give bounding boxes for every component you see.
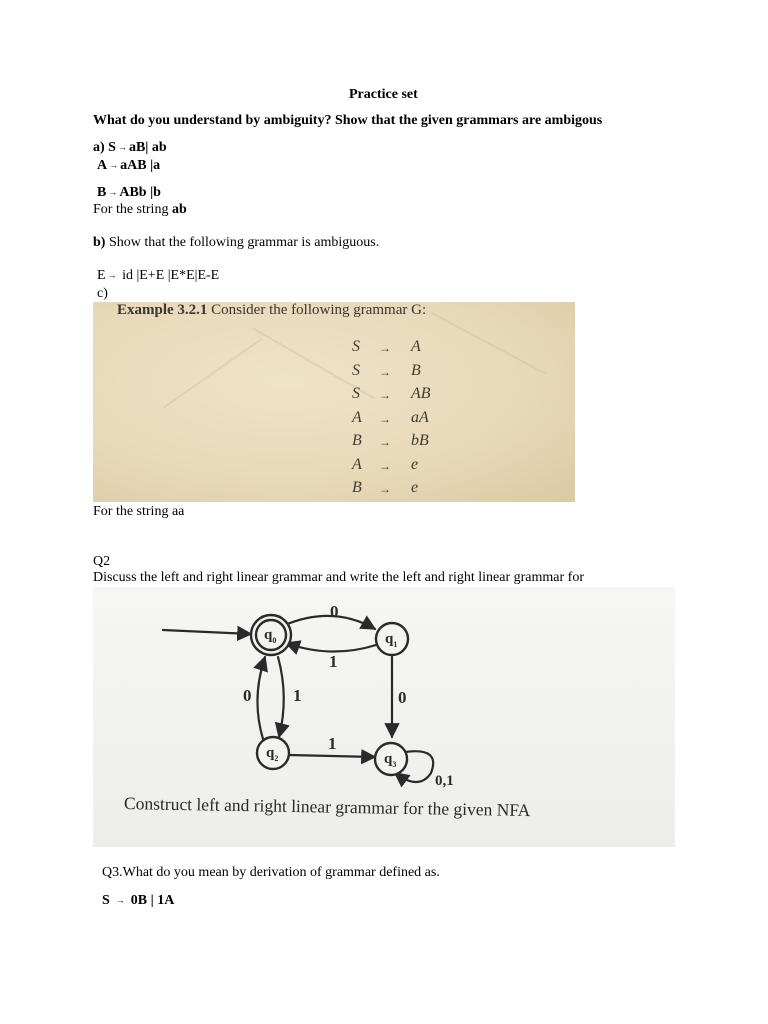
rule-rhs: 0B | 1A — [130, 893, 175, 908]
string-prefix: For the string — [93, 202, 169, 217]
arrow-icon: → — [379, 364, 391, 379]
edge-label: 0 — [398, 688, 407, 707]
edge-label: 0,1 — [435, 773, 454, 789]
part-b-question — [93, 235, 379, 251]
nfa-diagram-image — [93, 587, 675, 847]
question-intro: What do you understand by ambiguity? Show that the given grammars are ambigous — [93, 113, 603, 128]
part-a-rule-3 — [97, 185, 161, 201]
part-a-label: a) — [93, 140, 105, 155]
part-b-label: b) — [93, 235, 106, 250]
page-title: Practice set — [349, 87, 418, 102]
part-b-rule — [97, 268, 219, 284]
production-rhs: A — [411, 338, 421, 355]
part-b-text: Show that the following grammar is ambiguous. — [108, 235, 380, 250]
arrow-icon: → — [107, 270, 117, 280]
production-lhs: B — [352, 479, 362, 496]
transition-q2-q0 — [257, 657, 265, 739]
rule-lhs: A — [97, 158, 108, 173]
state-label-q0: $q_0$ — [264, 627, 277, 645]
edge-label: 1 — [328, 734, 337, 753]
arrow-icon: → — [117, 142, 127, 152]
production-rhs: bB — [411, 432, 429, 449]
arrow-icon: → — [108, 187, 118, 197]
arrow-icon: → — [379, 411, 391, 426]
rule-rhs: aB| ab — [128, 140, 167, 155]
q3-rule — [102, 893, 174, 909]
state-label-q1: $q_1$ — [385, 631, 398, 649]
rule-rhs: ABb |b — [119, 185, 161, 200]
arrow-icon: → — [379, 341, 391, 355]
q2-text: Discuss the left and right linear grammar and write the left and right linear grammar for — [93, 570, 584, 585]
rule-lhs: E — [97, 268, 106, 283]
rule-rhs: aAB |a — [120, 158, 161, 173]
arrow-icon: → — [379, 388, 391, 402]
production-lhs: S — [352, 361, 360, 379]
arrow-icon: → — [379, 458, 391, 473]
grammar-example-image — [93, 302, 575, 502]
state-label-q2: $q_2$ — [266, 745, 279, 763]
rule-lhs: S — [108, 140, 116, 155]
nfa-caption: Construct left and right linear grammar for the given NFA — [123, 793, 531, 821]
part-c-string: For the string aa — [93, 504, 185, 519]
production-lhs: A — [352, 408, 362, 426]
edge-label: 1 — [329, 652, 338, 671]
state-label-q3: $q_3$ — [384, 751, 397, 769]
transition-q2-q3 — [289, 755, 375, 757]
part-a-rule-1 — [93, 140, 167, 156]
edge-label: 0 — [330, 602, 339, 621]
string-value: ab — [171, 202, 187, 217]
part-a-rule-2 — [97, 158, 160, 174]
rule-lhs: S — [102, 893, 110, 908]
example-heading — [117, 302, 426, 319]
transition-q0-q2 — [278, 657, 284, 737]
production-lhs: S — [352, 338, 360, 355]
production-lhs: B — [352, 432, 362, 449]
start-arrow — [163, 630, 251, 634]
rule-rhs: id |E+E |E*E|E-E — [122, 268, 220, 283]
edge-label: 1 — [293, 686, 302, 705]
production-rhs: aA — [411, 408, 429, 426]
q3-text: Q3.What do you mean by derivation of grammar defined as. — [102, 865, 440, 880]
arrow-icon: → — [115, 895, 125, 905]
production-rhs: e — [411, 455, 419, 473]
example-label: Example 3.2.1 — [117, 302, 208, 318]
edge-label: 0 — [243, 686, 252, 705]
q2-label: Q2 — [93, 554, 111, 569]
production-lhs: S — [352, 385, 360, 402]
production-rhs: AB — [411, 385, 431, 402]
example-text: Consider the following grammar G: — [211, 302, 427, 318]
arrow-icon: → — [109, 160, 119, 170]
transition-q1-q0 — [286, 643, 376, 652]
part-c-label: c) — [97, 286, 108, 301]
arrow-icon: → — [379, 435, 391, 449]
production-rhs: B — [411, 361, 421, 379]
arrow-icon: → — [379, 482, 391, 496]
production-rhs: e — [411, 479, 419, 496]
production-lhs: A — [352, 455, 362, 473]
rule-lhs: B — [97, 185, 107, 200]
part-a-string-line — [93, 202, 187, 218]
